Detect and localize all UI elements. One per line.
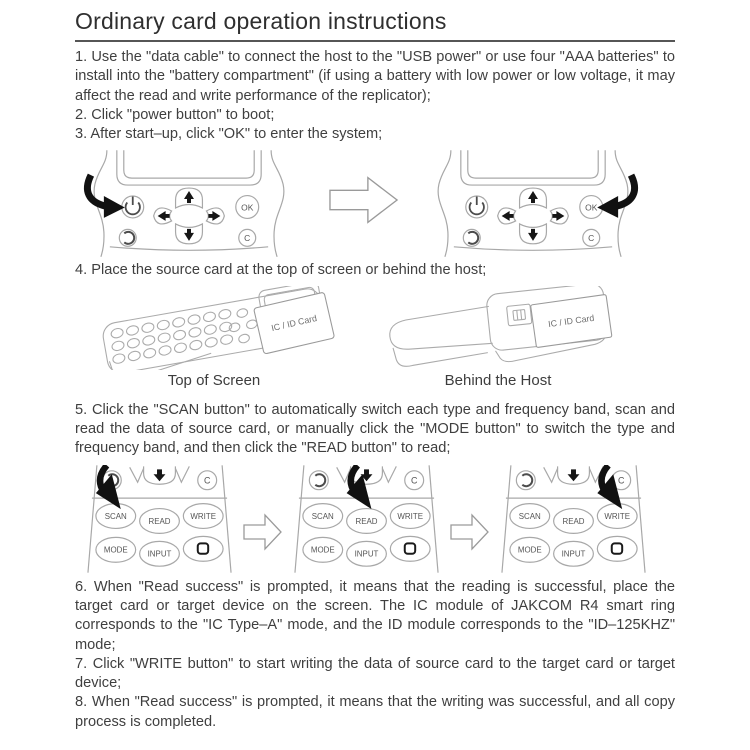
step-8-text: 8. When "Read success" is prompted, it means that the writing was successful, and all copy process is completed. xyxy=(75,694,675,730)
c-button-label: C xyxy=(244,233,251,244)
device-front-power-press xyxy=(77,150,301,257)
scan-button-label: SCAN xyxy=(311,511,334,521)
right-arrow-icon xyxy=(208,211,220,221)
left-arrow-icon xyxy=(502,211,514,221)
read-button-label: READ xyxy=(355,516,378,526)
power-icon xyxy=(470,197,484,215)
press-write-arrow xyxy=(597,465,622,509)
read-button-label: READ xyxy=(562,516,585,526)
step-6-text: 6. When "Read success" is prompted, it means that the reading is successful, place the target card or target device on the screen. The IC module of JAKCOM R4 smart ring corresponds to the "IC Type–A" mode, and the ID module corresponds to the "ID–125KHZ" mode; xyxy=(75,578,675,653)
stop-button xyxy=(183,536,223,561)
flow-arrow-icon xyxy=(243,510,283,554)
c-button-label: C xyxy=(617,475,625,486)
card-label: IC / ID Card xyxy=(547,312,595,329)
behind-the-host-figure xyxy=(373,286,623,389)
up-arrow-icon xyxy=(184,192,194,204)
right-arrow-icon xyxy=(552,211,564,221)
caption-behind-the-host: Behind the Host xyxy=(444,371,552,389)
keypanel-scan-press xyxy=(81,465,238,573)
write-button-label: WRITE xyxy=(604,511,631,521)
screen-outline xyxy=(117,151,261,186)
page-title: Ordinary card operation instructions xyxy=(75,8,447,34)
read-button-label: READ xyxy=(148,516,171,526)
stop-button xyxy=(597,536,637,561)
down-arrow-icon xyxy=(568,469,580,481)
scan-button-label: SCAN xyxy=(518,511,541,521)
write-button-label: WRITE xyxy=(190,511,217,521)
dpad-right-edge xyxy=(175,466,189,482)
flow-arrow-icon xyxy=(450,510,490,554)
step-3-text: 3. After start–up, click "OK" to enter the system; xyxy=(75,126,383,143)
dpad-arrow-icons xyxy=(502,192,565,242)
device-back-view xyxy=(373,286,623,370)
c-button-label: C xyxy=(203,475,211,486)
antenna-port xyxy=(507,304,532,326)
keypanel-read-press xyxy=(288,465,445,573)
device-front-ok-press xyxy=(421,150,645,257)
dpad-left-edge xyxy=(130,467,144,482)
power-icon xyxy=(126,197,140,215)
caption-top-of-screen: Top of Screen xyxy=(167,371,261,389)
dpad-arrow-icons xyxy=(158,192,221,242)
back-icon xyxy=(315,474,325,486)
back-icon xyxy=(124,232,134,244)
write-button-label: WRITE xyxy=(397,511,424,521)
keypad-buttons xyxy=(111,304,258,366)
step-5-text: 5. Click the "SCAN button" to automatically switch each type and frequency band, scan and read the data of source card, or manually click the "MODE button" to switch the type and frequency band, and then click the "READ button" to read; xyxy=(75,401,675,457)
mode-button-label: MODE xyxy=(517,545,542,555)
dpad-right-edge xyxy=(382,466,396,482)
down-arrow-icon xyxy=(184,229,194,241)
input-button-label: INPUT xyxy=(147,549,172,559)
device-handle-outline xyxy=(388,306,493,354)
up-arrow-icon xyxy=(528,192,538,204)
card-placement-figure xyxy=(89,286,675,389)
title-divider xyxy=(75,40,675,42)
keypanel-write-press xyxy=(495,465,652,573)
top-of-screen-figure xyxy=(89,286,339,389)
c-button-label: C xyxy=(410,475,418,486)
screen-outline xyxy=(461,151,605,186)
flow-arrow-icon xyxy=(329,174,399,226)
back-icon xyxy=(522,474,532,486)
c-button-label: C xyxy=(588,233,595,244)
dpad-left-edge xyxy=(544,467,558,482)
mode-button-label: MODE xyxy=(310,545,335,555)
device-top-view xyxy=(89,286,339,370)
input-button-label: INPUT xyxy=(561,549,586,559)
mode-button-label: MODE xyxy=(103,545,128,555)
left-arrow-icon xyxy=(158,211,170,221)
input-button-label: INPUT xyxy=(354,549,379,559)
ok-button-label: OK xyxy=(585,202,598,213)
boot-sequence-figure xyxy=(77,150,675,257)
stop-square-icon xyxy=(198,543,208,553)
stop-square-icon xyxy=(612,543,622,553)
scan-read-write-figure xyxy=(81,465,675,573)
back-icon xyxy=(468,232,478,244)
card-label: IC / ID Card xyxy=(270,312,318,333)
step-1-text: 1. Use the "data cable" to connect the host to the "USB power" or use four "AAA batteries" to install into the "battery compartment" (if using a battery with low power or low voltage, it may affect the read and write performance of the replicator); xyxy=(75,49,675,104)
ok-button-label: OK xyxy=(241,202,254,213)
step-7-text: 7. Click "WRITE button" to start writing the data of source card to the target card or target device; xyxy=(75,655,675,692)
source-card xyxy=(254,292,335,354)
stop-button xyxy=(390,536,430,561)
step-4-text: 4. Place the source card at the top of screen or behind the host; xyxy=(75,262,487,279)
scan-button-label: SCAN xyxy=(104,511,127,521)
down-arrow-icon xyxy=(154,469,166,481)
stop-square-icon xyxy=(405,543,415,553)
down-arrow-icon xyxy=(528,229,538,241)
step-2-text: 2. Click "power button" to boot; xyxy=(75,106,275,123)
